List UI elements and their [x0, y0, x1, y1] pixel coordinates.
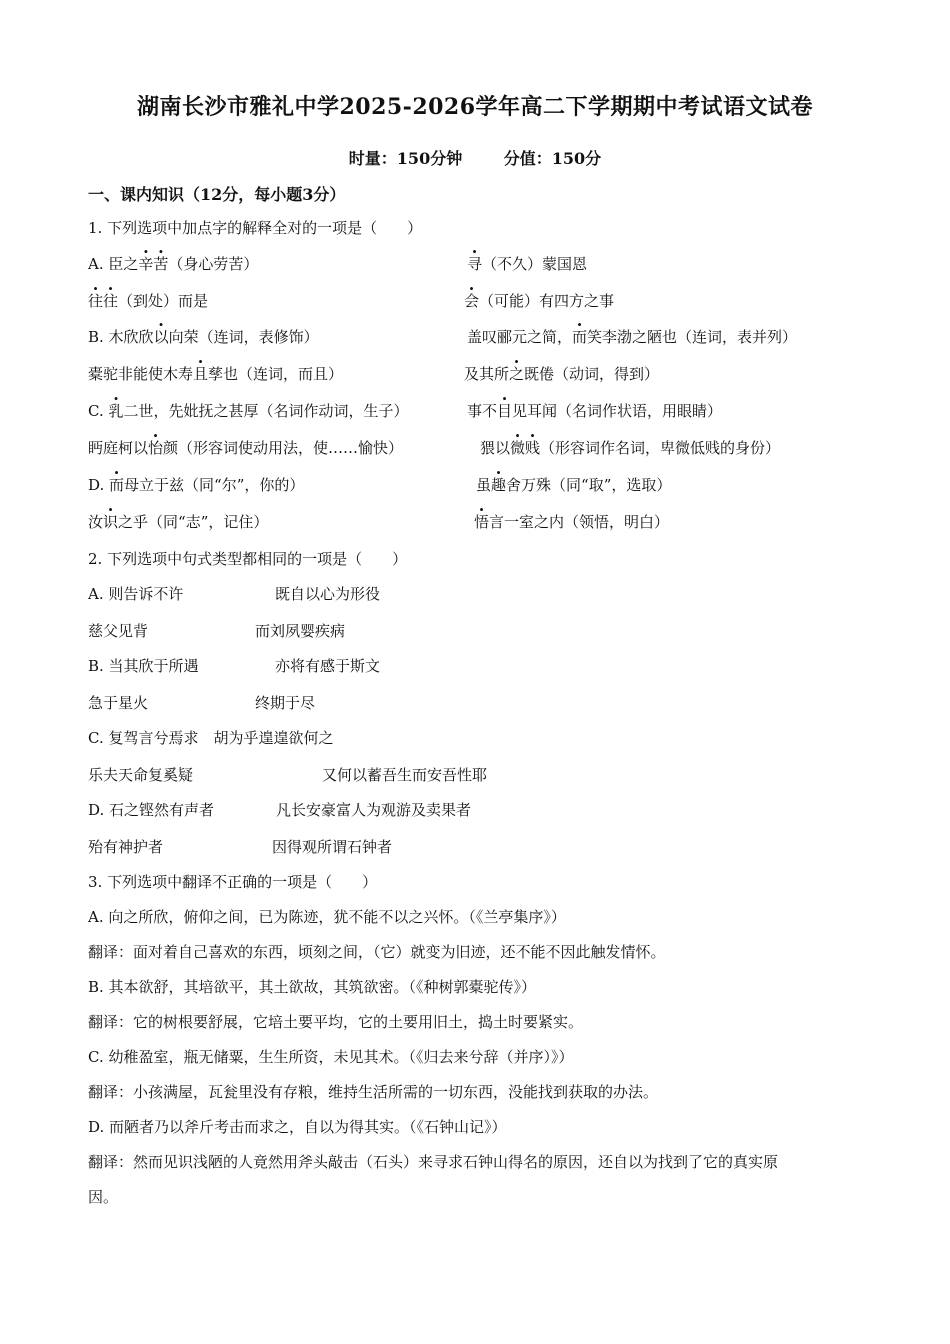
q1-option-b-line1-right: 盖叹郦元之简，而笑李渤之陋也（连词，表并列）: [467, 328, 798, 346]
exam-time: 时量：150分钟: [348, 149, 463, 168]
q2-option-d-line1: D. 石之铿然有声者: [88, 801, 215, 819]
exam-info: [0, 146, 950, 169]
q1-option-d-line1-right: 虽趣舍万殊（同“取”，选取）: [476, 476, 672, 494]
q2-option-c-line2-right: 又何以蓄吾生而安吾性耶: [322, 766, 488, 784]
q1-option-c-line1: C. 乳二世，先妣抚之甚厚（名词作动词，生子）: [88, 402, 409, 420]
q3-option-c-translation: 翻译：小孩满屋，瓦瓮里没有存粮，维持生活所需的一切东西，没能找到获取的办法。: [88, 1083, 659, 1101]
q2-option-a-line2: 慈父见背: [88, 622, 149, 640]
q1-option-d-line2-right: 悟言一室之内（领悟，明白）: [474, 513, 670, 531]
q1-option-b-line2-right: 及其所之既倦（动词，得到）: [464, 365, 660, 383]
q2-stem: 2. 下列选项中句式类型都相同的一项是（ ）: [88, 550, 408, 568]
q3-option-d: D. 而陋者乃以斧斤考击而求之，自以为得其实。（《石钟山记》）: [88, 1118, 507, 1136]
q1-option-b-line2: 橐驼非能使木寿且孳也（连词，而且）: [88, 365, 344, 383]
q2-option-b-line2: 急于星火: [88, 694, 149, 712]
q1-option-d-line1: D. 而母立于兹（同“尔”，你的）: [88, 476, 305, 494]
q2-option-a-line1-right: 既自以心为形役: [275, 585, 381, 603]
q1-option-c-line1-right: 事不目见耳闻（名词作状语，用眼睛）: [467, 402, 723, 420]
section-heading: 一、课内知识（12分，每小题3分）: [88, 185, 346, 204]
q3-option-c: C. 幼稚盈室，瓶无储粟，生生所资，未见其术。（《归去来兮辞（并序）》）: [88, 1048, 574, 1066]
q2-option-d-line2-right: 因得观所谓石钟者: [272, 838, 393, 856]
q1-option-c-line2-right: 猥以微贱（形容词作名词，卑微低贱的身份）: [480, 439, 781, 457]
q1-option-a-line2: 往往（到处）而是: [88, 292, 209, 310]
q2-option-d-line1-right: 凡长安豪富人为观游及卖果者: [276, 801, 472, 819]
q3-option-d-translation: 翻译：然而见识浅陋的人竟然用斧头敲击（石头）来寻求石钟山得名的原因，还自以为找到了它的真实原: [88, 1153, 779, 1171]
q1-option-d-line2: 汝识之乎（同“志”，记住）: [88, 513, 269, 531]
q2-option-b-line1-right: 亦将有感于斯文: [275, 657, 381, 675]
q2-option-a-line1: A. 则告诉不许: [88, 585, 184, 603]
q1-option-b-line1: B. 木欣欣以向荣（连词，表修饰）: [88, 328, 319, 346]
q2-option-b-line2-right: 终期于尽: [255, 694, 316, 712]
page-title: 湖南长沙市雅礼中学2025-2026学年高二下学期期中考试语文试卷: [136, 94, 814, 120]
q2-option-d-line2: 殆有神护者: [88, 838, 164, 856]
q3-option-a-translation: 翻译：面对着自己喜欢的东西，顷刻之间，（它）就变为旧迹，还不能不因此触发情怀。: [88, 943, 666, 961]
q3-option-a: A. 向之所欣，俯仰之间，已为陈迹，犹不能不以之兴怀。（《兰亭集序》）: [88, 908, 566, 926]
q1-option-a-line1-right: 寻（不久）蒙国恩: [467, 255, 588, 273]
exam-score: 分值：150分: [503, 149, 602, 168]
q2-option-b-line1: B. 当其欣于所遇: [88, 657, 199, 675]
q1-option-a-line2-right: 会（可能）有四方之事: [464, 292, 615, 310]
q3-stem: 3. 下列选项中翻译不正确的一项是（ ）: [88, 873, 378, 891]
q1-option-a-line1: A. 臣之辛苦（身心劳苦）: [88, 255, 259, 273]
q2-option-a-line2-right: 而刘夙婴疾病: [255, 622, 346, 640]
q3-option-b-translation: 翻译：它的树根要舒展，它培土要平均，它的土要用旧土，捣土时要紧实。: [88, 1013, 584, 1031]
q3-option-b: B. 其本欲舒，其培欲平，其土欲故，其筑欲密。（《种树郭橐驼传》）: [88, 978, 537, 996]
q2-option-c-line2: 乐夫天命复奚疑: [88, 766, 194, 784]
q1-option-c-line2: 眄庭柯以怡颜（形容词使动用法，使……愉快）: [88, 439, 404, 457]
q1-stem: 1. 下列选项中加点字的解释全对的一项是（ ）: [88, 219, 423, 237]
q3-option-d-translation-cont: 因。: [88, 1188, 119, 1206]
q2-option-c-line1: C. 复驾言兮焉求 胡为乎遑遑欲何之: [88, 729, 334, 747]
